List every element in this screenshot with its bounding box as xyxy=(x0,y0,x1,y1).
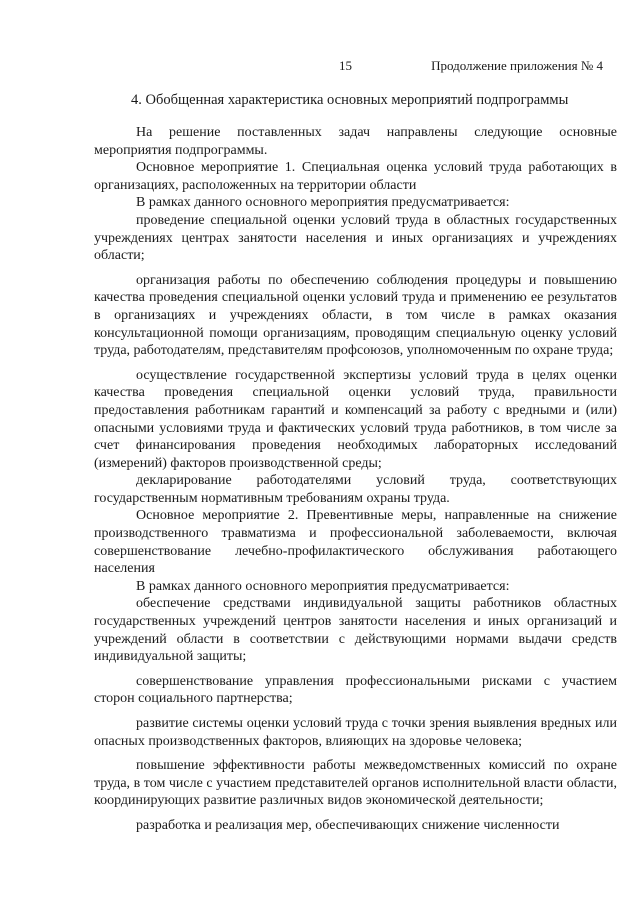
paragraph-measure-1-item-2: организация работы по обеспечению соблюдения процедуры и повышению качества проведения специальной оценки условий труда и применению ее результатов в организациях и учреждениях области, в том числе в рамках оказания консультационной помощи организациям, проводящим специальную оценку условий труда, работодателям, представителям профсоюзов, уполномоченным по охране труда; xyxy=(94,272,617,359)
paragraph-measure-2-heading: Основное мероприятие 2. Превентивные меры, направленные на снижение производственного травматизма и профессиональной заболеваемости, включая совершенствование лечебно-профилактического обслуживания работающего населения xyxy=(94,508,617,577)
paragraph-measure-2-provisions: В рамках данного основного мероприятия предусматривается: xyxy=(136,578,510,594)
section-title: 4. Обобщенная характеристика основных мероприятий подпрограммы xyxy=(131,92,569,108)
paragraph-measure-2-item-3: развитие системы оценки условий труда с точки зрения выявления вредных или опасных производственных факторов, влияющих на здоровье человека; xyxy=(94,716,617,749)
paragraph-measure-1-item-3: осуществление государственной экспертизы условий труда в целях оценки качества проведения специальной оценки условий труда, правильности предоставления работникам гарантий и компенсаций за работу с вредными и (или) опасными условиями труда и фактических условий труда работников, в том числе за счет финансирования проведения необходимых лабораторных исследований (измерений) факторов производственной среды; xyxy=(94,367,617,471)
paragraph-measure-2-item-1: обеспечение средствами индивидуальной защиты работников областных государственных учреждений центров занятости населения и иных организаций и учреждений области в соответствии с действующими нормами выдачи средств индивидуальной защиты; xyxy=(94,596,617,665)
paragraph-measure-1-item-4: декларирование работодателями условий труда, соответствующих государственным нормативным требованиям охраны труда. xyxy=(94,473,617,506)
paragraph-measure-1-provisions: В рамках данного основного мероприятия предусматривается: xyxy=(136,195,510,211)
paragraph-measure-1-heading: Основное мероприятие 1. Специальная оценка условий труда работающих в организациях, расположенных на территории области xyxy=(94,160,617,193)
paragraph-measure-2-item-2: совершенствование управления профессиональными рисками с участием сторон социального партнерства; xyxy=(94,673,617,707)
paragraph-measure-2-item-4: повышение эффективности работы межведомственных комиссий по охране труда, в том числе с участием представителей органов исполнительной власти области, координирующих развитие различных видов экономической деятельности; xyxy=(94,758,617,809)
page-number: 15 xyxy=(339,58,352,73)
paragraph-intro: На решение поставленных задач направлены следующие основные мероприятия подпрограммы. xyxy=(94,125,617,158)
paragraph-measure-1-item-1: проведение специальной оценки условий труда в областных государственных учреждениях центрах занятости населения и иных организациях и учреждениях области; xyxy=(94,212,617,264)
body-text xyxy=(94,124,617,835)
appendix-continuation-note: Продолжение приложения № 4 xyxy=(431,58,603,73)
paragraph-measure-2-item-5: разработка и реализация мер, обеспечивающих снижение численности xyxy=(136,817,560,833)
